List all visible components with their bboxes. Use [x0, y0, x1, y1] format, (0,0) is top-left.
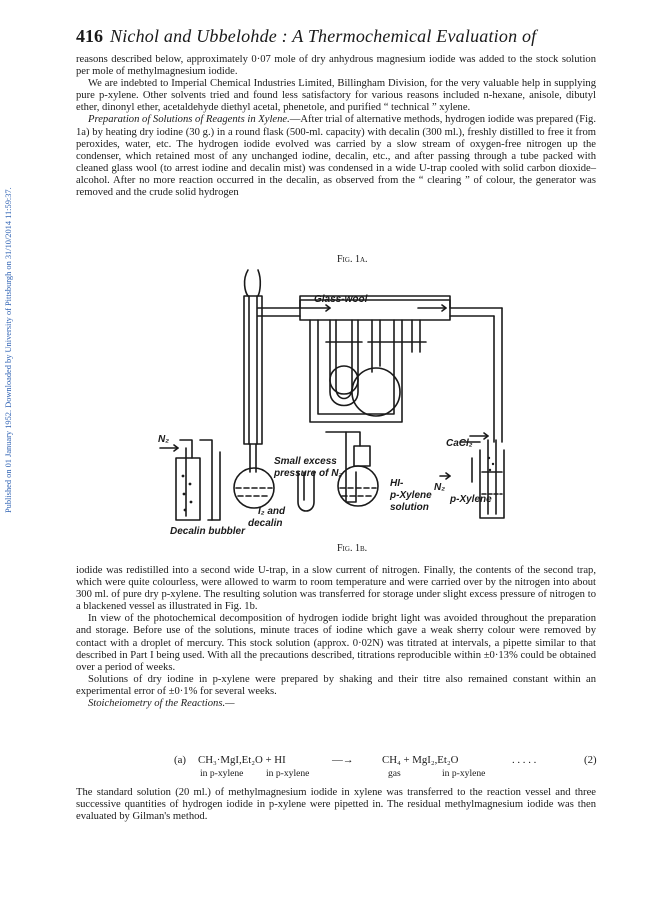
equation-dots: . . . . .: [512, 754, 537, 766]
body-text-top: [76, 54, 596, 199]
running-title: Nichol and Ubbelohde : A Thermochemical Evaluation of: [110, 26, 537, 46]
label-glass-wool: Glass-wool: [314, 294, 368, 305]
label-n2-right: N₂: [434, 482, 446, 493]
label-p-xylene: p-Xylene: [450, 494, 492, 505]
figure-caption-1b: Fig. 1b.: [337, 543, 368, 554]
label-cacl2: CaCl₂: [446, 438, 473, 449]
section-heading-text: Stoicheiometry of the Reactions.—: [88, 698, 235, 710]
paragraph: In view of the photochemical decomposition of hydrogen iodide bright light was avoided throughout the preparation and storage. Before use of the solutions, minute traces of iodine which gave a weak sherry colour were removed by contact with a droplet of mercury. This stock solution (approx. 0·02N) was titrated at intervals, a pipette similar to that described in Part I being used. With all the precautions described, titrations reproducible within ±0·13% could be obtained over a period of weeks.: [76, 613, 596, 673]
section-heading: Preparation of Solutions of Reagents in Xylene.: [88, 114, 290, 126]
equation-products: CH₄ + MgI₂,Et₂O: [382, 754, 459, 766]
page-number: 416: [76, 26, 103, 46]
paragraph: The standard solution (20 ml.) of methylmagnesium iodide in xylene was transferred to the reaction vessel and three successive quantities of hydrogen iodide in p-xylene were pipetted in. The residual methylmagnesium iodide was then evaluated by Gilman's method.: [76, 787, 596, 823]
publication-sidebar-note[interactable]: Published on 01 January 1952. Downloaded by University of Pittsburgh on 31/10/2014 11:59:37.: [4, 187, 13, 513]
section-heading: [76, 698, 596, 710]
label-decalin: decalin: [248, 518, 283, 529]
label-hi-xylene: p-Xylene: [390, 490, 432, 501]
paragraph: reasons described below, approximately 0·07 mole of dry anhydrous magnesium iodide was added to the stock solution per mole of methylmagnesium iodide.: [76, 54, 596, 78]
label-n2-left: N₂: [158, 434, 170, 445]
paragraph: [76, 114, 596, 199]
equation-subscript: gas: [388, 768, 401, 779]
paragraph: We are indebted to Imperial Chemical Industries Limited, Billingham Division, for the very valuable help in supplying pure p-xylene. Other solvents tried and found less satisfactory for various reasons included n-hexane, anisole, dibutyl ether, dinonyl ether, acetaldehyde diethyl acetal, phenetole, and purified “ technical ” xylene.: [76, 78, 596, 114]
figure-caption-1a: Fig. 1a.: [337, 254, 368, 265]
label-hi: HI-: [390, 478, 404, 489]
equation-2: [76, 754, 606, 784]
label-hi-solution: solution: [390, 502, 429, 513]
paragraph-body: —After trial of alternative methods, hydrogen iodide was prepared (Fig. 1a) by heating dry iodine (30 g.) in a round flask (500-ml. capacity) with decalin (300 ml.), freshly distilled to free it from peroxides, water, etc. The hydrogen iodide evolved was carried by a slow stream of oxygen-free nitrogen up the condenser, which retained most of any unchanged iodine, decalin, etc., and after passing through a tube packed with cleaned glass wool (to arrest iodine and decalin mist) was condensed in a wide U-trap cooled with solid carbon dioxide–alcohol. After no more reaction occurred in the decalin, as observed from the “ clearing ” of colour, the generator was removed and the crude solid hydrogen: [76, 114, 596, 199]
equation-reactants: CH₃·MgI,Et₂O + HI: [198, 754, 286, 766]
page-header: [76, 26, 596, 50]
equation-subscript: in p-xylene: [266, 768, 310, 779]
equation-arrow: —→: [332, 754, 354, 766]
equation-subscript: in p-xylene: [442, 768, 486, 779]
label-pressure-n2: pressure of N₂: [274, 468, 343, 479]
body-text-bottom: [76, 787, 596, 823]
apparatus-figure: [150, 262, 540, 544]
paragraph: Solutions of dry iodine in p-xylene were prepared by shaking and their titre also remained constant within an experimental error of ±0·1% for several weeks.: [76, 673, 596, 697]
label-decalin-bubbler: Decalin bubbler: [170, 526, 246, 537]
equation-label: (a): [174, 754, 186, 766]
label-i2-and: I₂ and: [258, 506, 286, 517]
label-small-excess: Small excess: [274, 456, 337, 467]
equation-subscript: in p-xylene: [200, 768, 244, 779]
apparatus-diagram: [150, 262, 540, 544]
equation-number: (2): [584, 754, 597, 766]
body-text-middle: [76, 565, 596, 710]
paragraph: iodide was redistilled into a second wide U-trap, in a slow current of nitrogen. Finally, the contents of the second trap, which were quite colourless, were allowed to warm to room temperature and were carried over by the nitrogen into about 300 ml. of pure dry p-xylene. The resulting solution was transferred for storage under slight excess pressure of nitrogen to a blackened vessel as illustrated in Fig. 1b.: [76, 565, 596, 613]
